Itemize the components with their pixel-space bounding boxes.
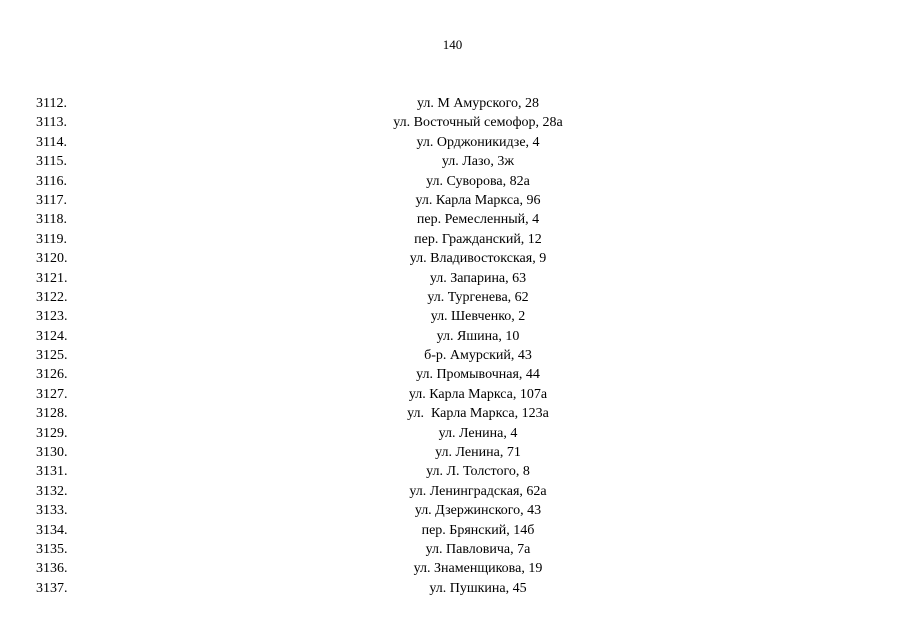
list-item bbox=[0, 210, 905, 229]
address-list bbox=[0, 94, 905, 598]
row-address: ул. Карла Маркса, 96 bbox=[415, 192, 541, 208]
list-item bbox=[0, 482, 905, 501]
row-address: ул. Ленинградская, 62а bbox=[409, 483, 547, 499]
row-number: 3133. bbox=[36, 503, 68, 519]
row-number: 3132. bbox=[36, 483, 68, 499]
list-item bbox=[0, 521, 905, 540]
list-item bbox=[0, 346, 905, 365]
row-address: ул. Промывочная, 44 bbox=[416, 367, 540, 383]
list-item bbox=[0, 501, 905, 520]
list-item bbox=[0, 113, 905, 132]
row-address: ул. Л. Толстого, 8 bbox=[426, 464, 530, 480]
row-address: ул. Павловича, 7а bbox=[425, 541, 531, 557]
list-item bbox=[0, 404, 905, 423]
row-address: пер. Брянский, 14б bbox=[421, 522, 535, 538]
row-number: 3128. bbox=[36, 406, 68, 422]
row-number: 3121. bbox=[36, 270, 68, 286]
row-number: 3137. bbox=[36, 580, 68, 596]
list-item bbox=[0, 443, 905, 462]
row-address: ул. Тургенева, 62 bbox=[427, 289, 529, 305]
row-number: 3113. bbox=[36, 115, 67, 131]
list-item bbox=[0, 133, 905, 152]
row-address: ул. Лазо, 3ж bbox=[441, 154, 515, 170]
row-number: 3125. bbox=[36, 348, 68, 364]
row-address: пер. Ремесленный, 4 bbox=[416, 212, 540, 228]
row-number: 3136. bbox=[36, 561, 68, 577]
row-number: 3112. bbox=[36, 96, 67, 111]
row-address: ул. Орджоникидзе, 4 bbox=[416, 134, 540, 150]
list-item bbox=[0, 94, 905, 113]
row-number: 3135. bbox=[36, 541, 68, 557]
row-number: 3124. bbox=[36, 328, 68, 344]
row-address: ул. Дзержинского, 43 bbox=[414, 503, 542, 519]
row-address: ул. Пушкина, 45 bbox=[429, 580, 527, 596]
row-address: ул. Ленина, 71 bbox=[435, 445, 521, 461]
row-number: 3123. bbox=[36, 309, 68, 325]
row-address: ул. Суворова, 82а bbox=[426, 173, 530, 189]
row-number: 3116. bbox=[36, 173, 67, 189]
row-number: 3129. bbox=[36, 425, 68, 441]
page-number: 140 bbox=[442, 37, 463, 52]
row-address: ул. Яшина, 10 bbox=[436, 328, 520, 344]
row-number: 3117. bbox=[36, 192, 67, 208]
row-address: ул. Шевченко, 2 bbox=[430, 309, 526, 325]
list-item bbox=[0, 540, 905, 559]
row-number: 3134. bbox=[36, 522, 68, 538]
list-item bbox=[0, 579, 905, 598]
list-item bbox=[0, 385, 905, 404]
list-item bbox=[0, 365, 905, 384]
row-number: 3122. bbox=[36, 289, 68, 305]
list-item bbox=[0, 424, 905, 443]
list-item bbox=[0, 307, 905, 326]
row-address: ул. Запарина, 63 bbox=[429, 270, 527, 286]
row-address: пер. Гражданский, 12 bbox=[414, 231, 542, 247]
row-address: ул. Знаменщикова, 19 bbox=[413, 561, 543, 577]
list-item bbox=[0, 288, 905, 307]
list-item bbox=[0, 462, 905, 481]
row-address: ул. Восточный семофор, 28а bbox=[393, 115, 563, 131]
list-item bbox=[0, 559, 905, 578]
list-item bbox=[0, 249, 905, 268]
row-number: 3130. bbox=[36, 445, 68, 461]
list-item bbox=[0, 172, 905, 191]
row-number: 3120. bbox=[36, 251, 68, 267]
row-address: ул. Карла Маркса, 107а bbox=[408, 386, 548, 402]
row-number: 3126. bbox=[36, 367, 68, 383]
row-address: ул. Ленина, 4 bbox=[438, 425, 518, 441]
list-item bbox=[0, 191, 905, 210]
list-item bbox=[0, 327, 905, 346]
row-address: б-р. Амурский, 43 bbox=[424, 348, 532, 364]
row-number: 3115. bbox=[36, 154, 67, 170]
row-address: ул. Владивостокская, 9 bbox=[409, 251, 547, 267]
row-address: ул. М Амурского, 28 bbox=[417, 96, 539, 111]
row-number: 3119. bbox=[36, 231, 67, 247]
row-number: 3114. bbox=[36, 134, 67, 150]
row-number: 3127. bbox=[36, 386, 68, 402]
row-number: 3118. bbox=[36, 212, 67, 228]
list-item bbox=[0, 269, 905, 288]
list-item bbox=[0, 230, 905, 249]
list-item bbox=[0, 152, 905, 171]
row-number: 3131. bbox=[36, 464, 68, 480]
row-address: ул. Карла Маркса, 123а bbox=[407, 406, 549, 422]
